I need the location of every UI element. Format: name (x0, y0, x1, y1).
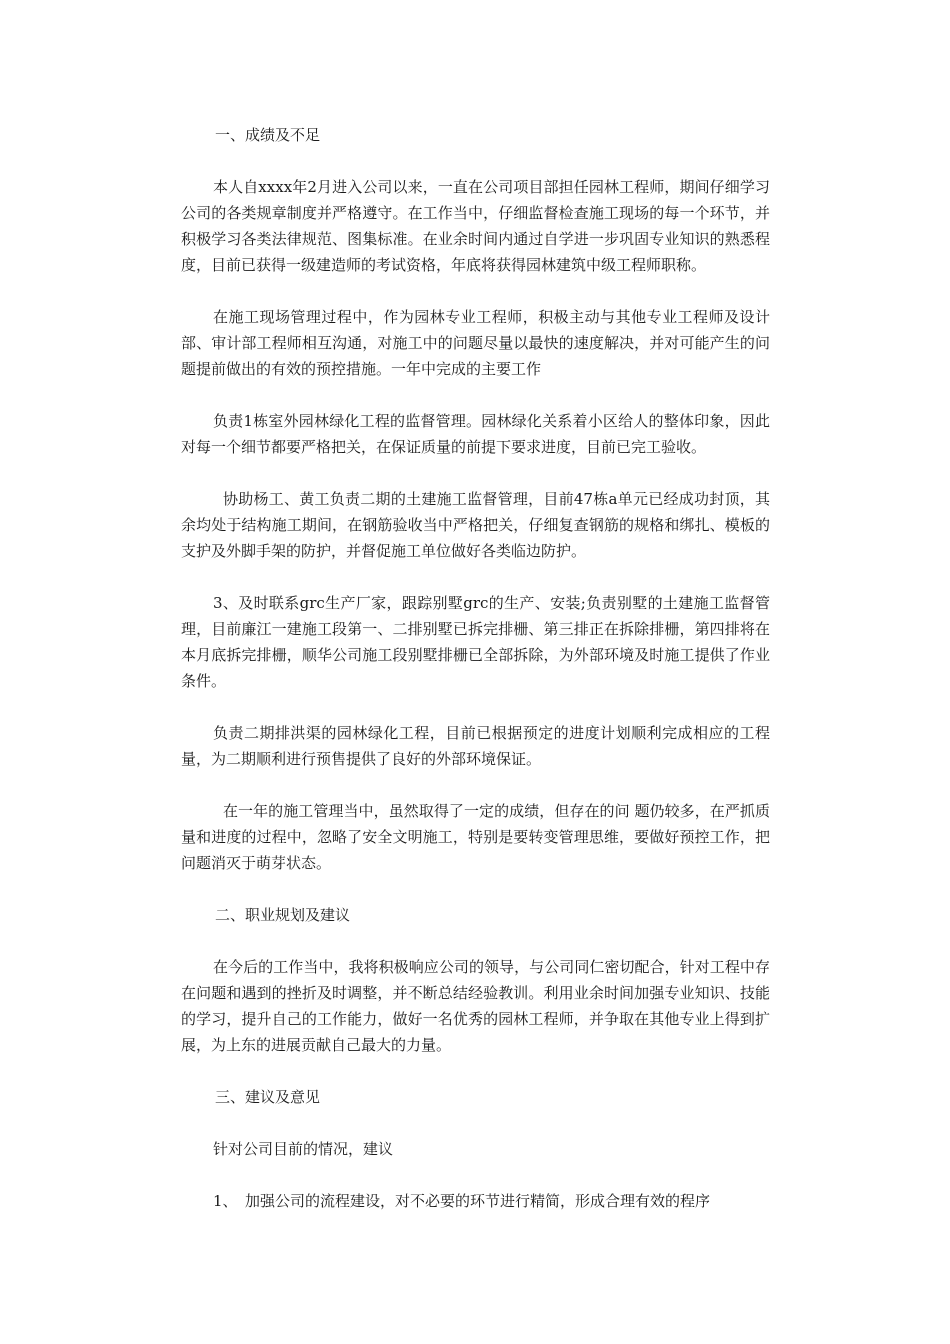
section-1-heading: 一、成绩及不足 (215, 126, 321, 144)
section-3-heading: 三、建议及意见 (215, 1088, 321, 1106)
section-1-paragraph-4: 协助杨工、黄工负责二期的土建施工监督管理，目前47栋a单元已经成功封顶，其余均处于结构施工期间，在钢筋验收当中严格把关，仔细复查钢筋的规格和绑扎、模板的支护及外脚手架的防护，并督促施工单位做好各类临边防护。 (181, 490, 770, 560)
section-3-list-item-1: 1、 加强公司的流程建设，对不必要的环节进行精简，形成合理有效的程序 (213, 1192, 711, 1210)
document-body (181, 122, 770, 1214)
section-2-paragraph-1: 在今后的工作当中，我将积极响应公司的领导，与公司同仁密切配合，针对工程中存在问题和遇到的挫折及时调整，并不断总结经验教训。利用业余时间加强专业知识、技能的学习，提升自己的工作能力，做好一名优秀的园林工程师，并争取在其他专业上得到扩展，为上东的进展贡献自己最大的力量。 (181, 958, 770, 1054)
section-1-paragraph-5: 3、及时联系grc生产厂家，跟踪别墅grc的生产、安装;负责别墅的土建施工监督管理，目前廉江一建施工段第一、二排别墅已拆完排栅、第三排正在拆除排栅，第四排将在本月底拆完排栅，顺华公司施工段别墅排栅已全部拆除，为外部环境及时施工提供了作业条件。 (181, 594, 770, 690)
section-1-paragraph-3: 负责1栋室外园林绿化工程的监督管理。园林绿化关系着小区给人的整体印象，因此对每一个细节都要严格把关，在保证质量的前提下要求进度，目前已完工验收。 (181, 412, 770, 456)
section-1-paragraph-2: 在施工现场管理过程中，作为园林专业工程师，积极主动与其他专业工程师及设计部、审计部工程师相互沟通，对施工中的问题尽量以最快的速度解决，并对可能产生的问题提前做出的有效的预控措施。一年中完成的主要工作 (181, 308, 770, 378)
section-3-paragraph-1: 针对公司目前的情况，建议 (213, 1140, 394, 1158)
section-1-paragraph-7: 在一年的施工管理当中，虽然取得了一定的成绩，但存在的问 题仍较多，在严抓质量和进度的过程中，忽略了安全文明施工，特别是要转变管理思维，要做好预控工作，把问题消灭于萌芽状态。 (181, 802, 770, 872)
section-2-heading: 二、职业规划及建议 (215, 906, 351, 924)
section-1-paragraph-1: 本人自xxxx年2月进入公司以来，一直在公司项目部担任园林工程师，期间仔细学习公司的各类规章制度并严格遵守。在工作当中，仔细监督检查施工现场的每一个环节，并积极学习各类法律规范、图集标准。在业余时间内通过自学进一步巩固专业知识的熟悉程度，目前已获得一级建造师的考试资格，年底将获得园林建筑中级工程师职称。 (181, 178, 770, 274)
section-1-paragraph-6: 负责二期排洪渠的园林绿化工程，目前已根据预定的进度计划顺利完成相应的工程量，为二期顺利进行预售提供了良好的外部环境保证。 (181, 724, 770, 768)
